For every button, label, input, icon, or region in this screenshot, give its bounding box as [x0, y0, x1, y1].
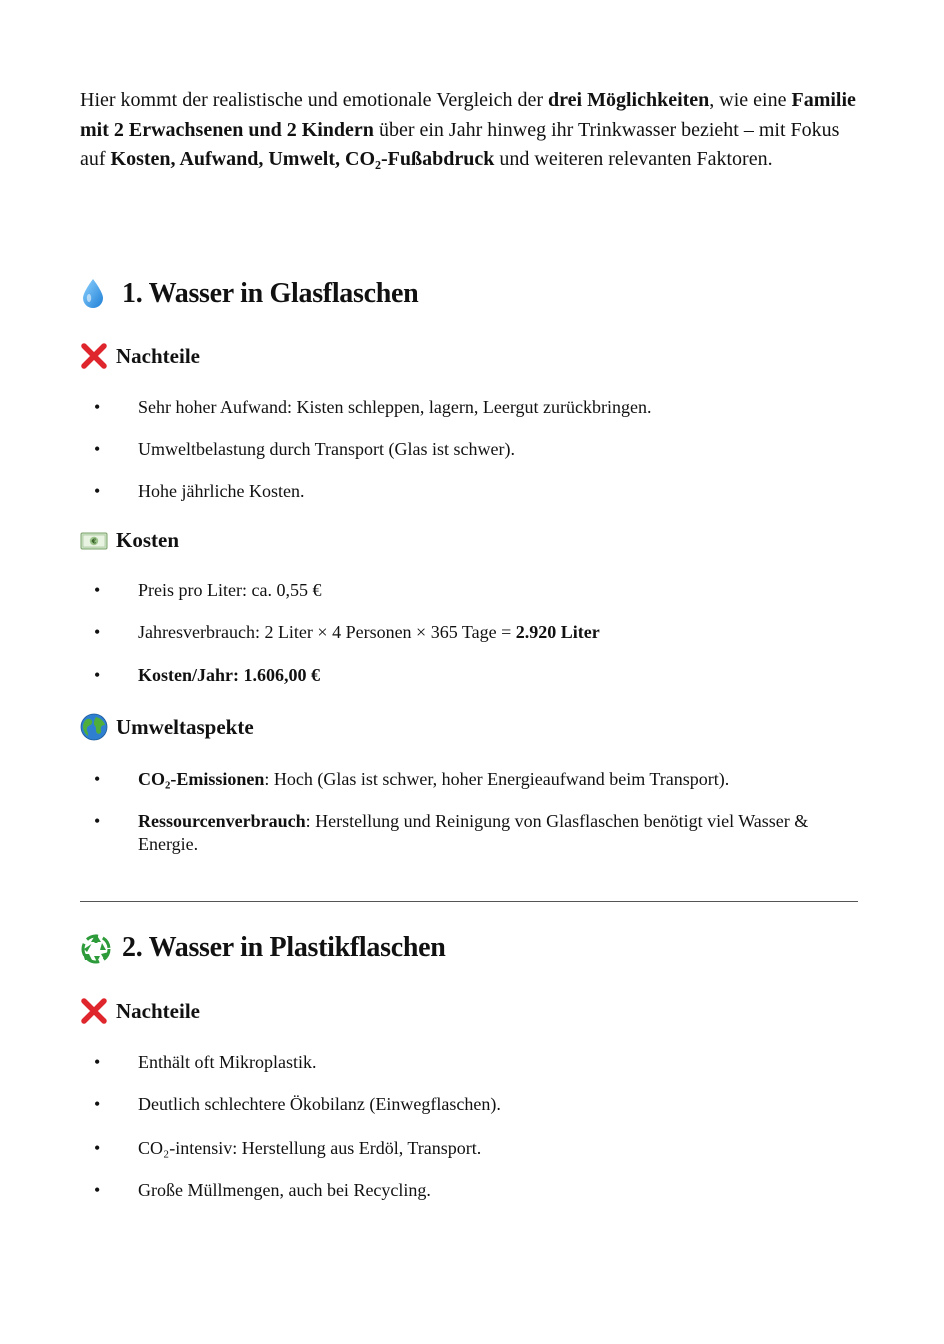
list-item: • CO₂-intensiv: Herstellung aus Erdöl, Transport.: [80, 1137, 860, 1160]
section-glasflaschen: [80, 278, 860, 856]
nachteile-label-2: Nachteile: [116, 998, 200, 1023]
kosten-heading: [80, 528, 860, 553]
list-item: [80, 768, 860, 791]
ressourcen-text: : Herstellung und Reinigung von Glasflaschen benötigt viel Wasser & Energie.: [138, 811, 809, 854]
nachteile-list-1: [80, 396, 860, 503]
list-item: [80, 621, 860, 644]
section-2-title: 2. Wasser in Plastikflaschen: [122, 932, 446, 963]
nachteile-list-2: [80, 1051, 860, 1202]
section-2-heading: [80, 932, 860, 964]
water-drop-icon: [80, 278, 114, 310]
list-item: • Umweltbelastung durch Transport (Glas ist schwer).: [80, 438, 860, 461]
umwelt-list: [80, 768, 860, 856]
nachteile-heading-2: [80, 997, 860, 1025]
intro-bold-2: Familie mit 2 Erwachsenen und 2 Kindern: [80, 89, 856, 141]
jahresverbrauch-text: Jahresverbrauch: 2 Liter × 4 Personen × 365 Tage =: [138, 622, 516, 642]
recycling-icon: [80, 932, 114, 964]
section-plastikflaschen: [80, 932, 860, 1202]
svg-text:€: €: [91, 537, 97, 546]
ressourcen-label: Ressourcenverbrauch: [138, 811, 306, 831]
list-item: • Hohe jährliche Kosten.: [80, 480, 860, 503]
kosten-label: Kosten: [116, 528, 179, 552]
list-item: [80, 810, 860, 856]
intro-text-1: Hier kommt der realistische und emotionale Vergleich der: [80, 89, 549, 111]
list-item: • Deutlich schlechtere Ökobilanz (Einwegflaschen).: [80, 1093, 860, 1116]
umwelt-label: Umweltaspekte: [116, 714, 254, 739]
euro-banknote-icon: [80, 530, 110, 552]
document-page: [80, 86, 860, 1200]
red-cross-icon: [80, 342, 110, 370]
red-cross-icon: [80, 997, 110, 1025]
co2-emissionen-text: : Hoch (Glas ist schwer, hoher Energieaufwand beim Transport).: [264, 769, 730, 789]
list-item: • Sehr hoher Aufwand: Kisten schleppen, lagern, Leergut zurückbringen.: [80, 396, 860, 419]
section-1-heading: [80, 278, 860, 310]
list-item: • Preis pro Liter: ca. 0,55 €: [80, 579, 860, 602]
section-1-title: 1. Wasser in Glasflaschen: [122, 278, 419, 309]
intro-text-4: und weiteren relevanten Faktoren.: [494, 148, 773, 170]
intro-text-3: über ein Jahr hinweg ihr Trinkwasser bezieht – mit Fokus auf: [80, 118, 840, 170]
co2-emissionen-label: CO₂-Emissionen: [138, 769, 265, 789]
globe-icon: [80, 713, 110, 741]
umwelt-heading: [80, 713, 860, 741]
nachteile-label-1: Nachteile: [116, 343, 200, 368]
kosten-list: [80, 579, 860, 687]
intro-bold-3: Kosten, Aufwand, Umwelt, CO₂-Fußabdruck: [110, 148, 495, 170]
intro-bold-1: drei Möglichkeiten: [548, 89, 710, 111]
list-item: • Große Müllmengen, auch bei Recycling.: [80, 1179, 860, 1202]
horizontal-divider: [80, 901, 858, 902]
nachteile-heading-1: [80, 342, 860, 370]
jahresverbrauch-value: 2.920 Liter: [515, 622, 600, 642]
list-item: [80, 664, 860, 687]
intro-text-2: , wie eine: [709, 89, 792, 111]
list-item: • Enthält oft Mikroplastik.: [80, 1051, 860, 1074]
kosten-jahr-value: Kosten/Jahr: 1.606,00 €: [138, 665, 320, 685]
intro-paragraph: [80, 86, 860, 175]
